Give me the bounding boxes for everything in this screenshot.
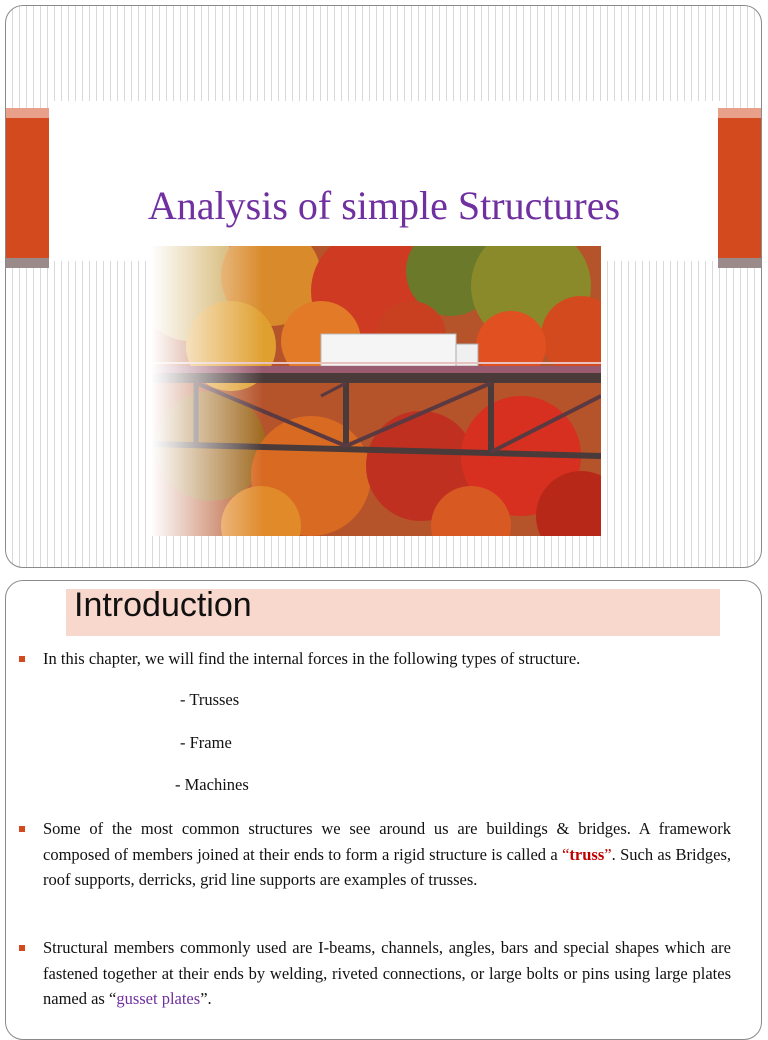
bullet-text-1: In this chapter, we will find the internal forces in the following types of structure. — [43, 649, 581, 668]
bullet-text-3 — [43, 935, 731, 1012]
section-heading: Introduction — [74, 586, 252, 624]
slide-title: Analysis of simple Structures — [147, 183, 621, 228]
list-item-trusses: - Trusses — [180, 690, 240, 709]
bridge-photo — [151, 246, 601, 536]
bullet-icon — [19, 826, 25, 832]
bullet-2-text-end: . Such as Bridges, roof supports, derricks, grid line supports are examples of trusses. — [43, 844, 731, 889]
bullet-icon — [19, 656, 25, 662]
bullet-3-text-end: ”. — [200, 989, 212, 1008]
title-band — [48, 101, 720, 261]
right-accent-bar — [718, 118, 761, 258]
truss-term: truss — [569, 844, 605, 864]
bullet-text-2 — [43, 816, 731, 893]
bullet-icon — [19, 945, 25, 951]
truss-quote-close: ” — [604, 844, 612, 864]
left-accent-bar — [6, 118, 49, 258]
title-slide — [5, 5, 762, 568]
introduction-slide — [5, 580, 762, 1040]
list-item-machines: - Machines — [175, 775, 249, 794]
bullet-3-text-start: Structural members commonly used are I-beams, channels, angles, bars and special shapes which are fastened together at their ends by welding, riveted connections, or large bolts or pins using large plates named as “ — [43, 938, 731, 1008]
list-item-frame: - Frame — [180, 733, 232, 752]
truss-quote-open: “ — [562, 844, 570, 864]
gusset-plates-term: gusset plates — [116, 989, 201, 1008]
bullet-2-text-start: Some of the most common structures we see around us are buildings & bridges. A framework composed of members joined at their ends to form a rigid structure is called a — [43, 819, 731, 864]
